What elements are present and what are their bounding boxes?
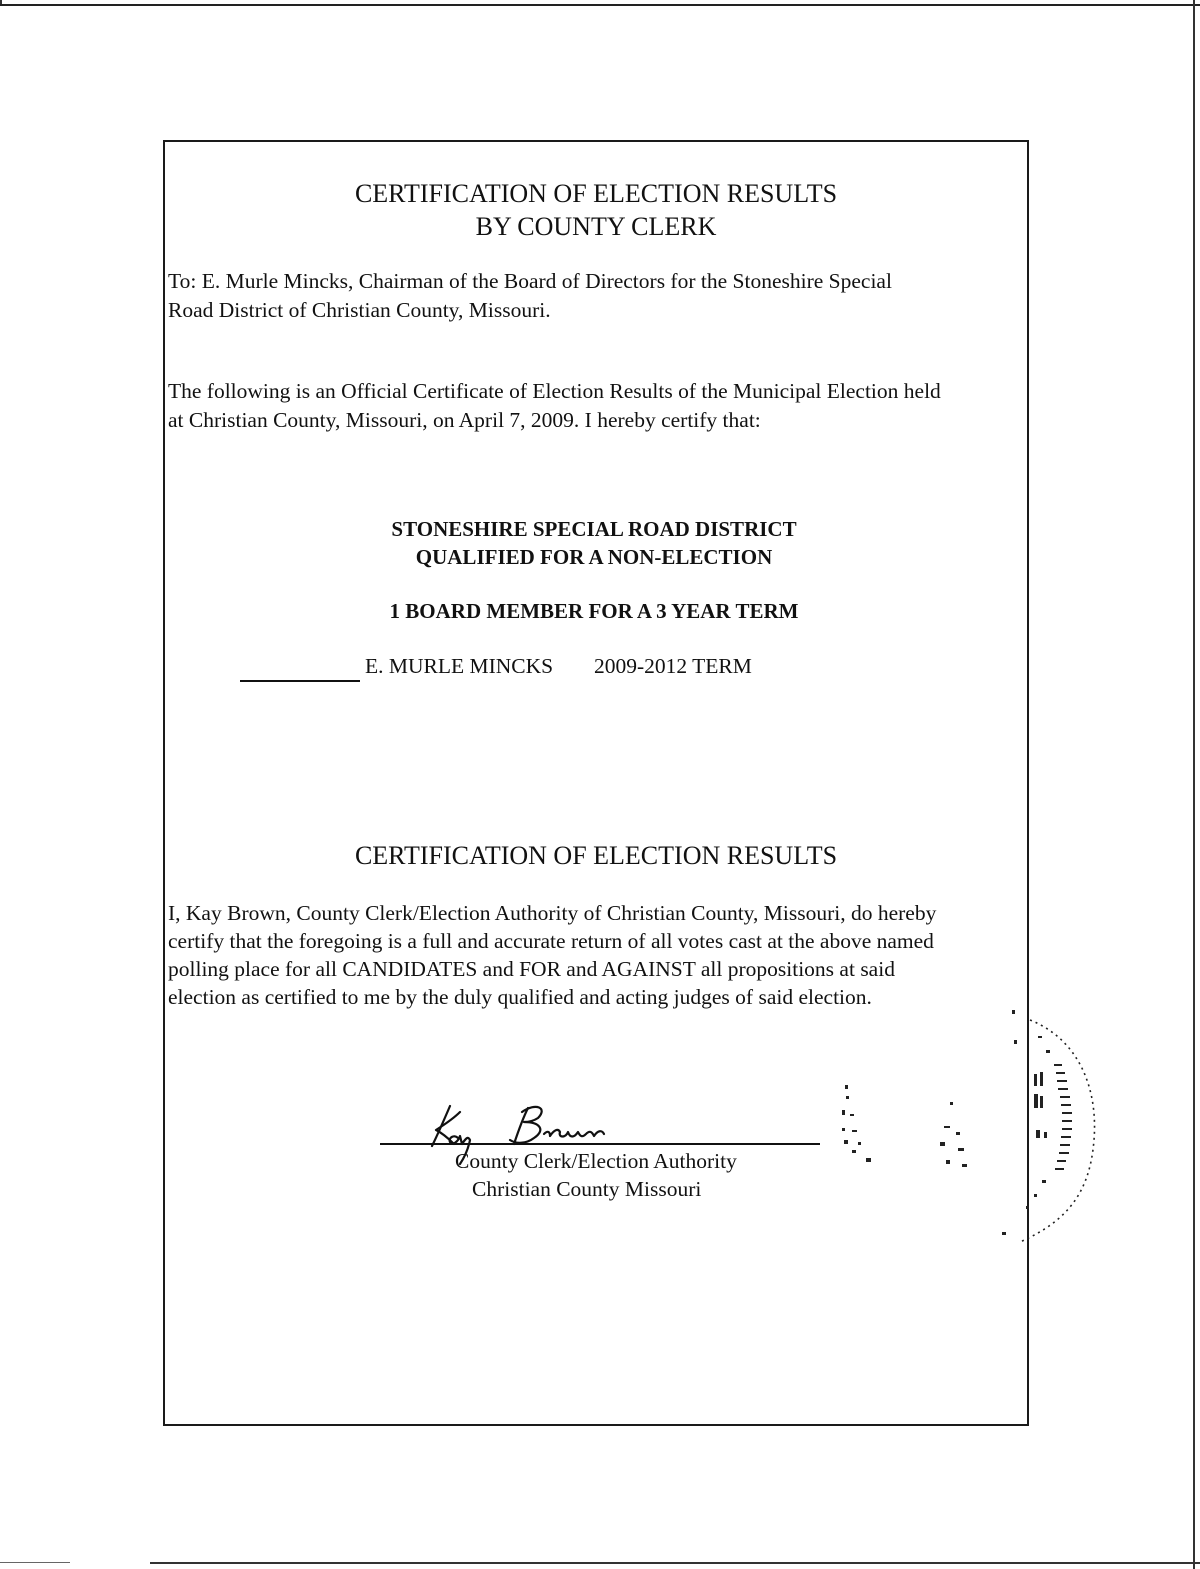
document-border [163, 140, 1029, 1426]
signatory-title: County Clerk/Election Authority [455, 1149, 737, 1173]
intro-line2: at Christian County, Missouri, on April 7, 2009. I hereby certify that: [168, 408, 761, 432]
candidate-term: 2009-2012 TERM [594, 654, 752, 678]
scan-bottom-edge [150, 1562, 1200, 1564]
certification-title: CERTIFICATION OF ELECTION RESULTS [354, 841, 838, 870]
scan-bottom-edge-left [0, 1562, 70, 1563]
district-status: QUALIFIED FOR A NON-ELECTION [415, 545, 773, 569]
candidate-name: E. MURLE MINCKS [365, 654, 554, 678]
stamp-impression-marks [830, 1080, 980, 1180]
document-title-line2: BY COUNTY CLERK [475, 212, 717, 241]
certification-line3: polling place for all CANDIDATES and FOR and AGAINST all propositions at said [168, 957, 895, 981]
county-seal-impression [990, 1010, 1100, 1250]
certification-line2: certify that the foregoing is a full and accurate return of all votes cast at the above named [168, 929, 934, 953]
certification-line1: I, Kay Brown, County Clerk/Election Authority of Christian County, Missouri, do hereby [168, 901, 937, 925]
document-title-line1: CERTIFICATION OF ELECTION RESULTS [354, 179, 838, 208]
seat-description: 1 BOARD MEMBER FOR A 3 YEAR TERM [389, 599, 799, 623]
district-name: STONESHIRE SPECIAL ROAD DISTRICT [391, 517, 797, 541]
addressee-line2: Road District of Christian County, Missouri. [168, 298, 551, 322]
signatory-county: Christian County Missouri [472, 1177, 702, 1201]
scan-right-edge [1193, 0, 1195, 1569]
certification-line4: election as certified to me by the duly qualified and acting judges of said election. [168, 985, 872, 1009]
candidate-blank-line [240, 680, 360, 682]
scan-top-edge [0, 4, 1200, 6]
intro-line1: The following is an Official Certificate of Election Results of the Municipal Election held [168, 379, 941, 403]
addressee-line1: To: E. Murle Mincks, Chairman of the Board of Directors for the Stoneshire Special [168, 269, 892, 293]
signature-line [380, 1143, 820, 1145]
